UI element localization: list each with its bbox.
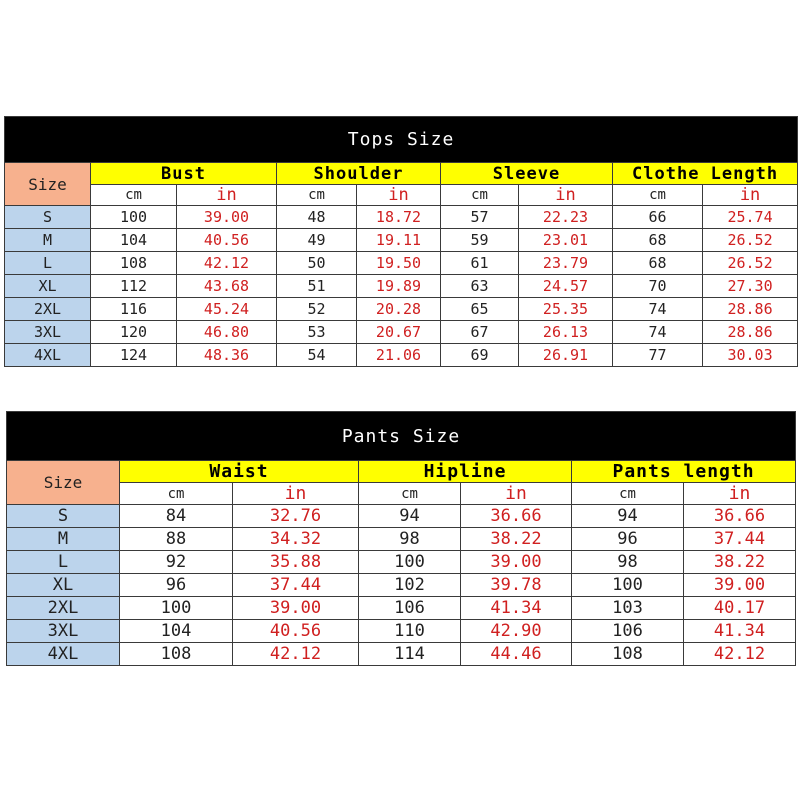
- cm-value: 100: [572, 574, 684, 597]
- cm-value: 74: [613, 321, 703, 344]
- inch-value: 28.86: [703, 321, 798, 344]
- inch-value: 19.89: [357, 275, 441, 298]
- cm-value: 50: [277, 252, 357, 275]
- pants-size-table: [6, 411, 796, 666]
- inch-value: 26.13: [519, 321, 613, 344]
- measurement-header: Pants length: [572, 461, 796, 483]
- size-label: S: [7, 505, 120, 528]
- inch-value: 20.67: [357, 321, 441, 344]
- table-title: Pants Size: [7, 412, 796, 461]
- unit-in-label: in: [177, 185, 277, 206]
- inch-value: 36.66: [684, 505, 796, 528]
- unit-in-label: in: [703, 185, 798, 206]
- cm-value: 98: [572, 551, 684, 574]
- inch-value: 32.76: [233, 505, 359, 528]
- inch-value: 19.11: [357, 229, 441, 252]
- measurement-header: Bust: [91, 163, 277, 185]
- unit-in-label: in: [519, 185, 613, 206]
- measurement-header: Waist: [120, 461, 359, 483]
- unit-in-label: in: [357, 185, 441, 206]
- inch-value: 41.34: [461, 597, 572, 620]
- cm-value: 52: [277, 298, 357, 321]
- cm-value: 63: [441, 275, 519, 298]
- size-label: XL: [5, 275, 91, 298]
- size-column-header: Size: [5, 163, 91, 206]
- unit-cm-label: cm: [359, 483, 461, 505]
- inch-value: 19.50: [357, 252, 441, 275]
- cm-value: 106: [359, 597, 461, 620]
- table-row: [5, 206, 798, 229]
- group-header-row: [7, 461, 796, 483]
- table-row: [7, 620, 796, 643]
- inch-value: 22.23: [519, 206, 613, 229]
- cm-value: 114: [359, 643, 461, 666]
- cm-value: 66: [613, 206, 703, 229]
- inch-value: 20.28: [357, 298, 441, 321]
- inch-value: 39.00: [177, 206, 277, 229]
- cm-value: 49: [277, 229, 357, 252]
- cm-value: 116: [91, 298, 177, 321]
- inch-value: 42.12: [177, 252, 277, 275]
- table-row: [5, 252, 798, 275]
- cm-value: 53: [277, 321, 357, 344]
- inch-value: 35.88: [233, 551, 359, 574]
- unit-cm-label: cm: [613, 185, 703, 206]
- cm-value: 92: [120, 551, 233, 574]
- inch-value: 28.86: [703, 298, 798, 321]
- inch-value: 48.36: [177, 344, 277, 367]
- table-row: [5, 275, 798, 298]
- cm-value: 74: [613, 298, 703, 321]
- inch-value: 36.66: [461, 505, 572, 528]
- table-row: [7, 528, 796, 551]
- cm-value: 108: [91, 252, 177, 275]
- inch-value: 25.35: [519, 298, 613, 321]
- inch-value: 46.80: [177, 321, 277, 344]
- inch-value: 27.30: [703, 275, 798, 298]
- measurement-header: Sleeve: [441, 163, 613, 185]
- size-label: 3XL: [5, 321, 91, 344]
- cm-value: 84: [120, 505, 233, 528]
- inch-value: 40.17: [684, 597, 796, 620]
- cm-value: 51: [277, 275, 357, 298]
- inch-value: 23.79: [519, 252, 613, 275]
- inch-value: 21.06: [357, 344, 441, 367]
- cm-value: 94: [572, 505, 684, 528]
- size-label: 2XL: [5, 298, 91, 321]
- cm-value: 59: [441, 229, 519, 252]
- cm-value: 104: [91, 229, 177, 252]
- unit-cm-label: cm: [441, 185, 519, 206]
- title-row: [7, 412, 796, 461]
- measurement-header: Hipline: [359, 461, 572, 483]
- table-title: Tops Size: [5, 117, 798, 163]
- size-label: L: [5, 252, 91, 275]
- cm-value: 108: [572, 643, 684, 666]
- cm-value: 98: [359, 528, 461, 551]
- cm-value: 120: [91, 321, 177, 344]
- unit-cm-label: cm: [572, 483, 684, 505]
- inch-value: 34.32: [233, 528, 359, 551]
- inch-value: 41.34: [684, 620, 796, 643]
- unit-cm-label: cm: [120, 483, 233, 505]
- cm-value: 100: [359, 551, 461, 574]
- inch-value: 39.00: [461, 551, 572, 574]
- cm-value: 94: [359, 505, 461, 528]
- cm-value: 112: [91, 275, 177, 298]
- size-label: M: [7, 528, 120, 551]
- inch-value: 18.72: [357, 206, 441, 229]
- size-label: M: [5, 229, 91, 252]
- cm-value: 96: [572, 528, 684, 551]
- unit-cm-label: cm: [91, 185, 177, 206]
- table-row: [5, 298, 798, 321]
- cm-value: 65: [441, 298, 519, 321]
- inch-value: 39.00: [684, 574, 796, 597]
- inch-value: 26.52: [703, 252, 798, 275]
- cm-value: 102: [359, 574, 461, 597]
- inch-value: 37.44: [233, 574, 359, 597]
- inch-value: 40.56: [177, 229, 277, 252]
- cm-value: 103: [572, 597, 684, 620]
- cm-value: 108: [120, 643, 233, 666]
- inch-value: 23.01: [519, 229, 613, 252]
- measurement-header: Clothe Length: [613, 163, 798, 185]
- cm-value: 124: [91, 344, 177, 367]
- size-label: 2XL: [7, 597, 120, 620]
- cm-value: 68: [613, 229, 703, 252]
- table-row: [5, 321, 798, 344]
- table-row: [7, 643, 796, 666]
- cm-value: 106: [572, 620, 684, 643]
- cm-value: 88: [120, 528, 233, 551]
- size-label: S: [5, 206, 91, 229]
- cm-value: 57: [441, 206, 519, 229]
- title-row: [5, 117, 798, 163]
- inch-value: 44.46: [461, 643, 572, 666]
- size-label: 4XL: [7, 643, 120, 666]
- size-column-header: Size: [7, 461, 120, 505]
- tops-size-table: [4, 116, 798, 367]
- cm-value: 54: [277, 344, 357, 367]
- table-row: [7, 551, 796, 574]
- cm-value: 100: [120, 597, 233, 620]
- cm-value: 67: [441, 321, 519, 344]
- inch-value: 38.22: [461, 528, 572, 551]
- cm-value: 100: [91, 206, 177, 229]
- cm-value: 70: [613, 275, 703, 298]
- unit-in-label: in: [233, 483, 359, 505]
- inch-value: 37.44: [684, 528, 796, 551]
- table-row: [5, 344, 798, 367]
- table-row: [7, 597, 796, 620]
- inch-value: 39.00: [233, 597, 359, 620]
- cm-value: 48: [277, 206, 357, 229]
- inch-value: 24.57: [519, 275, 613, 298]
- size-label: XL: [7, 574, 120, 597]
- cm-value: 110: [359, 620, 461, 643]
- inch-value: 30.03: [703, 344, 798, 367]
- inch-value: 40.56: [233, 620, 359, 643]
- inch-value: 26.91: [519, 344, 613, 367]
- cm-value: 104: [120, 620, 233, 643]
- cm-value: 96: [120, 574, 233, 597]
- size-label: L: [7, 551, 120, 574]
- inch-value: 26.52: [703, 229, 798, 252]
- unit-row: [5, 185, 798, 206]
- size-label: 4XL: [5, 344, 91, 367]
- inch-value: 45.24: [177, 298, 277, 321]
- group-header-row: [5, 163, 798, 185]
- unit-row: [7, 483, 796, 505]
- table-row: [7, 505, 796, 528]
- inch-value: 43.68: [177, 275, 277, 298]
- inch-value: 42.12: [233, 643, 359, 666]
- measurement-header: Shoulder: [277, 163, 441, 185]
- unit-cm-label: cm: [277, 185, 357, 206]
- table-row: [5, 229, 798, 252]
- unit-in-label: in: [684, 483, 796, 505]
- cm-value: 77: [613, 344, 703, 367]
- inch-value: 42.12: [684, 643, 796, 666]
- inch-value: 25.74: [703, 206, 798, 229]
- cm-value: 68: [613, 252, 703, 275]
- table-row: [7, 574, 796, 597]
- unit-in-label: in: [461, 483, 572, 505]
- size-label: 3XL: [7, 620, 120, 643]
- cm-value: 61: [441, 252, 519, 275]
- inch-value: 38.22: [684, 551, 796, 574]
- inch-value: 42.90: [461, 620, 572, 643]
- cm-value: 69: [441, 344, 519, 367]
- inch-value: 39.78: [461, 574, 572, 597]
